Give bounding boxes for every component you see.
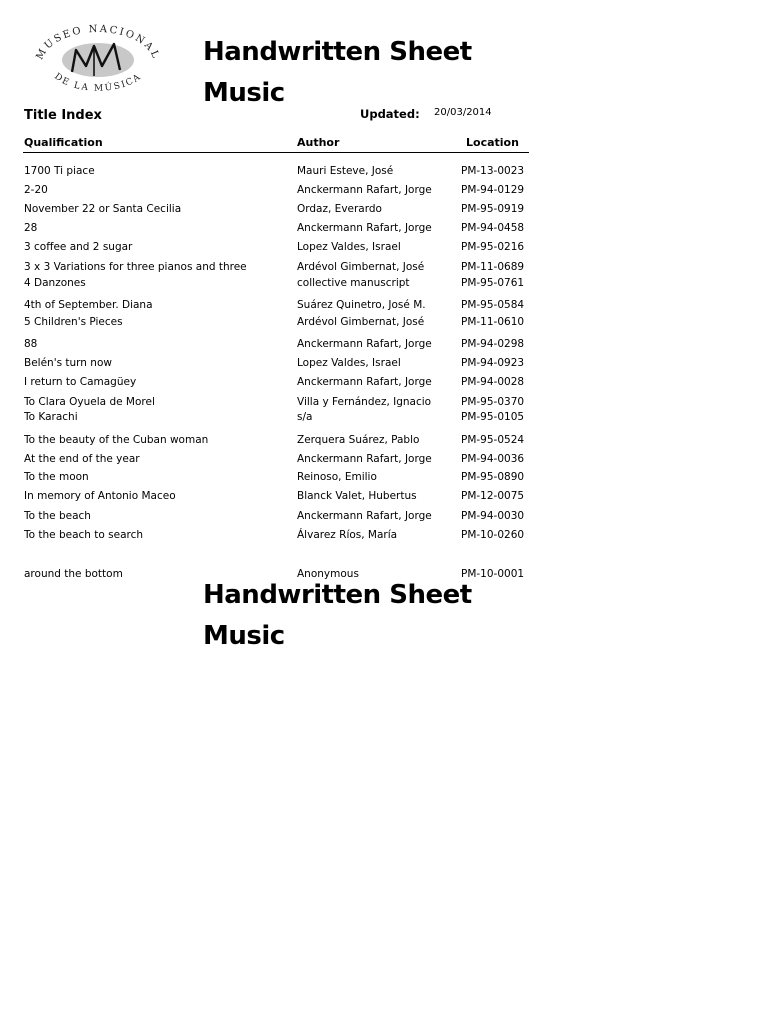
document-title-repeat xyxy=(203,575,503,657)
author-cell: Anckermann Rafart, Jorge xyxy=(297,222,432,234)
location-cell: PM-95-0524 xyxy=(461,434,525,446)
location-cell: PM-95-0370 xyxy=(461,396,525,408)
qualification-cell: 5 Children's Pieces xyxy=(24,316,123,328)
author-cell: Anckermann Rafart, Jorge xyxy=(297,338,432,350)
author-cell: Anckermann Rafart, Jorge xyxy=(297,453,432,465)
author-cell: Lopez Valdes, Israel xyxy=(297,357,401,369)
location-cell: PM-94-0923 xyxy=(461,357,525,369)
qualification-cell: To Clara Oyuela de Morel xyxy=(24,396,155,408)
qualification-cell: around the bottom xyxy=(24,568,123,580)
author-cell: Anckermann Rafart, Jorge xyxy=(297,184,432,196)
qualification-cell: 4 Danzones xyxy=(24,277,86,289)
location-cell: PM-95-0105 xyxy=(461,411,525,423)
qualification-cell: At the end of the year xyxy=(24,453,140,465)
location-cell: PM-95-0216 xyxy=(461,241,525,253)
author-cell: Mauri Esteve, José xyxy=(297,165,394,177)
logo-bottom-text: DE LA MÚSICA xyxy=(52,71,144,94)
author-cell: Anckermann Rafart, Jorge xyxy=(297,376,432,388)
qualification-cell: To the beach to search xyxy=(24,529,144,541)
location-cell: PM-11-0610 xyxy=(461,316,525,328)
author-cell: collective manuscript xyxy=(297,277,410,289)
author-cell: Anckermann Rafart, Jorge xyxy=(297,510,432,522)
location-cell: PM-95-0919 xyxy=(461,203,525,215)
column-header-qualification: Qualification xyxy=(24,136,103,149)
author-cell: Álvarez Ríos, María xyxy=(297,529,398,541)
author-cell: Villa y Fernández, Ignacio xyxy=(297,396,432,408)
updated-label: Updated: xyxy=(360,107,420,121)
column-header-location: Location xyxy=(466,136,519,149)
qualification-cell: Belén's turn now xyxy=(24,357,112,369)
document-title-repeat-line-2: Music xyxy=(203,621,285,651)
location-cell: PM-10-0001 xyxy=(461,568,525,580)
location-cell: PM-94-0298 xyxy=(461,338,525,350)
location-cell: PM-94-0036 xyxy=(461,453,525,465)
author-cell: Suárez Quinetro, José M. xyxy=(297,299,426,311)
author-cell: Ordaz, Everardo xyxy=(297,203,382,215)
author-cell: Anonymous xyxy=(297,568,359,580)
qualification-cell: To the beauty of the Cuban woman xyxy=(24,434,209,446)
qualification-cell: To Karachi xyxy=(24,411,78,423)
author-cell: Reinoso, Emilio xyxy=(297,471,377,483)
author-cell: s/a xyxy=(297,411,313,423)
author-cell: Ardévol Gimbernat, José xyxy=(297,316,425,328)
document-title-line-2: Music xyxy=(203,78,285,108)
location-cell: PM-95-0890 xyxy=(461,471,525,483)
column-header-author: Author xyxy=(297,136,340,149)
author-cell: Ardévol Gimbernat, José xyxy=(297,261,425,273)
qualification-cell: In memory of Antonio Maceo xyxy=(24,490,176,502)
qualification-cell: 4th of September. Diana xyxy=(24,299,153,311)
qualification-cell: 88 xyxy=(24,338,38,350)
location-cell: PM-94-0458 xyxy=(461,222,525,234)
location-cell: PM-94-0028 xyxy=(461,376,525,388)
location-cell: PM-94-0030 xyxy=(461,510,525,522)
qualification-cell: 3 coffee and 2 sugar xyxy=(24,241,133,253)
location-cell: PM-12-0075 xyxy=(461,490,525,502)
qualification-cell: 3 x 3 Variations for three pianos and three xyxy=(24,261,247,273)
location-cell: PM-95-0584 xyxy=(461,299,525,311)
author-cell: Blanck Valet, Hubertus xyxy=(297,490,417,502)
qualification-cell: 1700 Ti piace xyxy=(24,165,95,177)
qualification-cell: To the beach xyxy=(24,510,91,522)
location-cell: PM-10-0260 xyxy=(461,529,525,541)
location-cell: PM-11-0689 xyxy=(461,261,525,273)
author-cell: Zerquera Suárez, Pablo xyxy=(297,434,420,446)
updated-date: 20/03/2014 xyxy=(434,107,492,118)
qualification-cell: November 22 or Santa Cecilia xyxy=(24,203,182,215)
author-cell: Lopez Valdes, Israel xyxy=(297,241,401,253)
qualification-cell: 28 xyxy=(24,222,38,234)
qualification-cell: 2-20 xyxy=(24,184,48,196)
document-title-repeat-line-1: Handwritten Sheet xyxy=(203,580,472,610)
document-title-line-1: Handwritten Sheet xyxy=(203,37,472,67)
logo-top-text: MUSEO NACIONAL xyxy=(34,23,162,62)
qualification-cell: To the moon xyxy=(24,471,89,483)
location-cell: PM-94-0129 xyxy=(461,184,525,196)
qualification-cell: I return to Camagüey xyxy=(24,376,137,388)
index-title: Title Index xyxy=(24,108,102,123)
location-cell: PM-95-0761 xyxy=(461,277,525,289)
location-cell: PM-13-0023 xyxy=(461,165,525,177)
